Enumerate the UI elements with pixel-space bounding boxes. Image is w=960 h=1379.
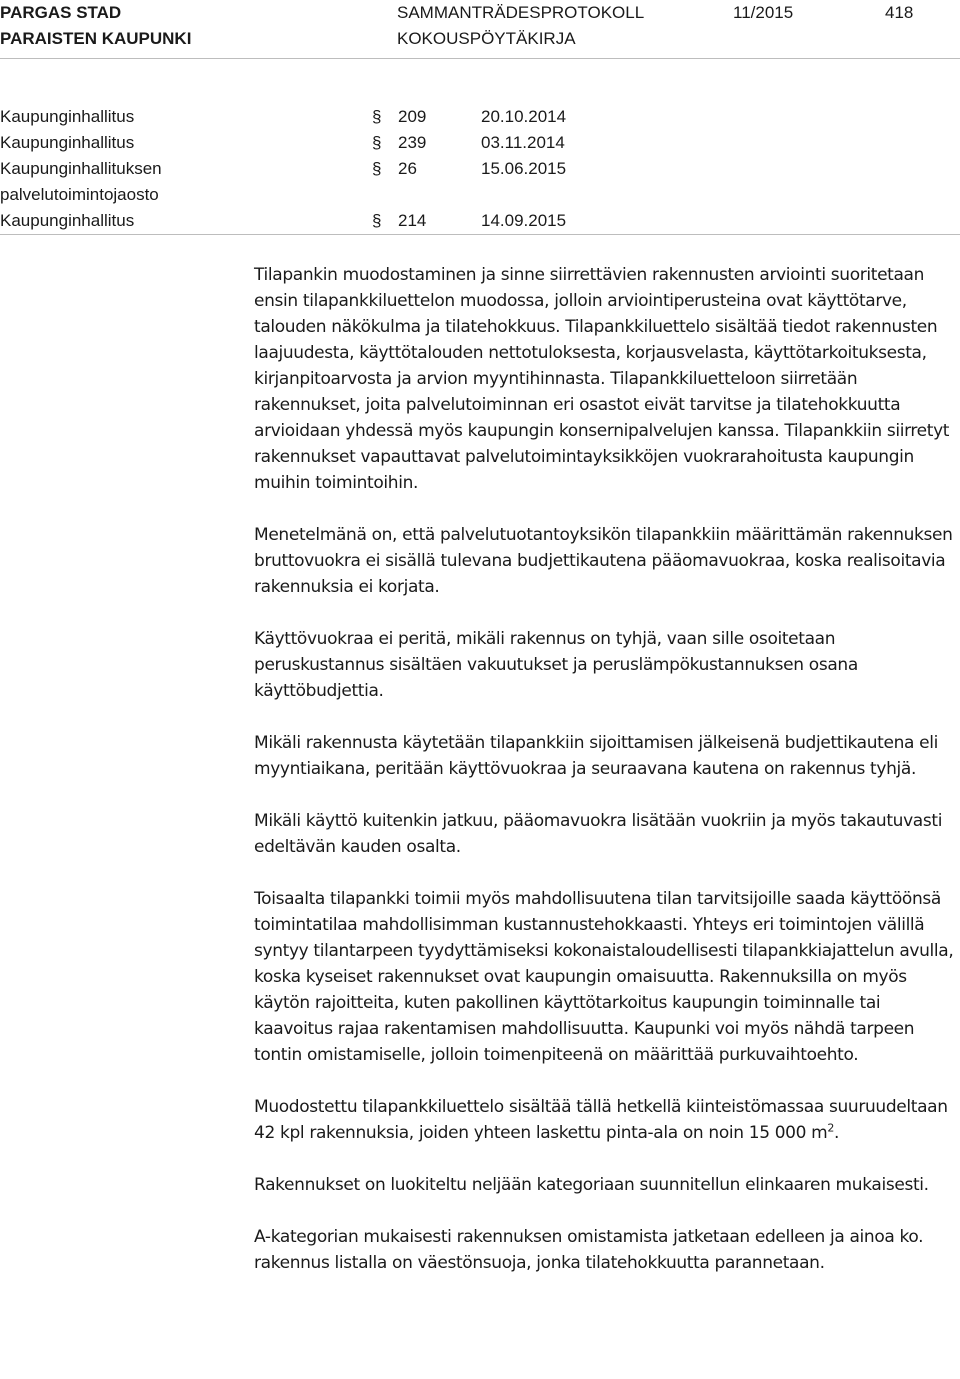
reference-number: 214 [398, 211, 427, 230]
header-divider [0, 58, 960, 59]
paragraph: Mikäli käyttö kuitenkin jatkuu, pääomavuokra lisätään vuokriin ja myös takautuvasti edeltävän kauden osalta. [254, 811, 943, 857]
reference-number: 26 [398, 159, 417, 178]
reference-number: 239 [398, 133, 427, 152]
page-header [0, 0, 960, 60]
paragraph: Tilapankin muodostaminen ja sinne siirrettävien rakennusten arviointi suoritetaan ensin tilapankkiluettelon muodossa, jolloin arviointiperusteina ovat käyttötarve, talouden näkökulma ja tilatehokkuus. Tilapankkiluettelo sisältää tiedot rakennusten laajuudesta, käyttötalouden nettotuloksesta, korjausvelasta, käyttötarkoituksesta, kirjanpitoarvosta ja arvion myyntihinnasta. Tilapankkiluetteloon siirretään rakennukset, joita palvelutoiminnan eri osastot eivät tarvitse ja tilatehokkuutta arvioidaan yhdessä myös kaupungin konsernipalvelujen kanssa. Tilapankkiin siirretyt rakennukset vapauttavat palvelutoimintayksikköjen vuokrarahoitusta kaupungin muihin toimintoihin. [254, 265, 950, 493]
section-sign: § [372, 133, 382, 152]
paragraph: Rakennukset on luokiteltu neljään kategoriaan suunnitellun elinkaaren mukaisesti. [254, 1175, 929, 1195]
reference-body: Kaupunginhallitus [0, 211, 135, 230]
section-sign: § [372, 159, 382, 178]
reference-date: 03.11.2014 [481, 133, 565, 152]
superscript-2: 2 [827, 1121, 835, 1135]
area-text-end: . [834, 1123, 840, 1143]
document-type-swedish: SAMMANTRÄDESPROTOKOLL [397, 3, 645, 22]
meeting-references [0, 104, 960, 234]
body-text [254, 262, 956, 1302]
protocol-number: 11/2015 [733, 3, 794, 22]
paragraph: Käyttövuokraa ei peritä, mikäli rakennus on tyhjä, vaan sille osoitetaan peruskustannus sisältäen vakuutukset ja peruslämpökustannuksen osana käyttöbudjettia. [254, 629, 858, 701]
organization-name-swedish: PARGAS STAD [0, 3, 122, 22]
paragraph: Mikäli rakennusta käytetään tilapankkiin sijoittamisen jälkeisenä budjettikautena eli myyntiaikana, peritään käyttövuokraa ja seuraavana kautena on rakennus tyhjä. [254, 733, 938, 779]
reference-number: 209 [398, 107, 427, 126]
reference-body: Kaupunginhallituksen palvelutoimintojaosto [0, 159, 162, 204]
references-divider [0, 234, 960, 235]
section-sign: § [372, 107, 382, 126]
reference-body: Kaupunginhallitus [0, 107, 135, 126]
reference-row [0, 156, 960, 208]
paragraph: A-kategorian mukaisesti rakennuksen omistamista jatketaan edelleen ja ainoa ko. rakennus listalla on väestönsuoja, jonka tilatehokkuutta parannetaan. [254, 1227, 924, 1273]
reference-date: 20.10.2014 [481, 107, 567, 126]
area-text: Muodostettu tilapankkiluettelo sisältää tällä hetkellä kiinteistömassaa suuruudeltaan 42 kpl rakennuksia, joiden yhteen laskettu pinta-ala on noin 15 000 m [254, 1097, 948, 1143]
document-type [397, 0, 644, 52]
organization-name [0, 0, 191, 52]
paragraph: Menetelmänä on, että palvelutuotantoyksikön tilapankkiin määrittämän rakennuksen bruttovuokra ei sisällä tulevana budjettikautena pääomavuokraa, koska realisoitavia rakennuksia ei korjata. [254, 525, 953, 597]
section-sign: § [372, 211, 382, 230]
document-type-finnish: KOKOUSPÖYTÄKIRJA [397, 29, 576, 48]
reference-date: 15.06.2015 [481, 159, 567, 178]
reference-row [0, 104, 960, 130]
paragraph: Toisaalta tilapankki toimii myös mahdollisuutena tilan tarvitsijoille saada käyttöönsä toimintatilaa mahdollisimman kustannustehokkaasti. Yhteys eri toimintojen välillä syntyy tilantarpeen tyydyttämiseksi kokonaistaloudellisesti tilapankkiajattelun avulla, koska kyseiset rakennukset ovat kaupungin omaisuutta. Rakennuksilla on myös käytön rajoitteita, kuten pakollinen käyttötarkoitus kaupungin toiminnalle tai kaavoitus rajaa rakentamisen mahdollisuutta. Kaupunki voi myös nähdä tarpeen tontin omistamiselle, jolloin toimenpiteenä on määrittää purkuvaihtoehto. [254, 889, 954, 1065]
reference-row [0, 130, 960, 156]
reference-body: Kaupunginhallitus [0, 133, 135, 152]
reference-row [0, 208, 960, 234]
paragraph-area [254, 1094, 956, 1146]
page-number: 418 [885, 3, 914, 22]
organization-name-finnish: PARAISTEN KAUPUNKI [0, 29, 192, 48]
reference-date: 14.09.2015 [481, 211, 567, 230]
